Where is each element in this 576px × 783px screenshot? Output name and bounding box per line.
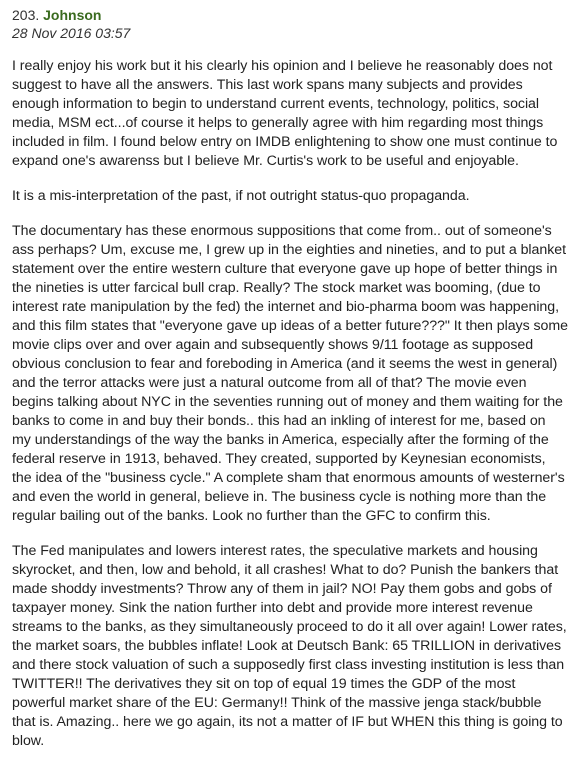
comment-paragraph: It is a mis-interpretation of the past, if not outright status-quo propaganda. xyxy=(12,188,470,204)
comment-author-link[interactable]: Johnson xyxy=(43,7,102,23)
comment-paragraph: The Fed manipulates and lowers interest rates, the speculative markets and housing skyrocket, and then, low and behold, it all crashes! What to do? Punish the bankers that made shoddy investments? Throw any of them in jail? NO! Pay them gobs and gobs of taxpayer money. Sink the nation further into debt and provide more interest revenue streams to the banks, as they simultaneously proceed to do it all over again! Lower rates, the market soars, the bubbles inflate! Look at Deutsch Bank: 65 TRILLION in derivatives and there stock valuation of such a supposedly first class investing institution is less than TWITTER!! The derivatives they sit on top of equal 19 times the GDP of the most powerful market share of the EU: Germany!! Think of the massive jenga stack/bubble that is. Amazing.. here we go again, its not a matter of IF but WHEN this thing is going to blow. xyxy=(12,543,567,749)
comment-header xyxy=(12,6,568,24)
comment-number: 203. xyxy=(12,7,40,23)
comment-body xyxy=(12,57,568,751)
comment-paragraph: The documentary has these enormous suppositions that come from.. out of someone's ass perhaps? Um, excuse me, I grew up in the eighties and nineties, and to put a blanket statement over the entire western culture that everyone gave up hope of better things in the nineties is utter farcical bull crap. Really? The stock market was booming, (due to interest rate manipulation by the fed) the internet and bio-pharma boom was happening, and this film states that "everyone gave up ideas of a better future???" It then plays some movie clips over and over again and subsequently shows 9/11 footage as supposed obvious conclusion to fear and foreboding in America (and it seems the west in general) and the terror attacks were just a natural outcome from all of that? The movie even begins talking about NYC in the seventies running out of money and them waiting for the banks to come in and buy their bonds.. this had an inkling of interest for me, based on my understandings of the way the banks in America, especially after the forming of the federal reserve in 1913, behaved. They created, supported by Keynesian economists, the idea of the "business cycle." A complete sham that enormous amounts of westerner's and even the world in general, believe in. The business cycle is nothing more than the regular bailing out of the banks. Look no further than the GFC to confirm this. xyxy=(12,223,569,524)
comment-paragraph: I really enjoy his work but it his clearly his opinion and I believe he reasonably does not suggest to have all the answers. This last work spans many subjects and provides enough information to begin to understand current events, technology, politics, social media, MSM ect...of course it helps to generally agree with him regarding most things included in film. I found below entry on IMDB enlightening to show one must continue to expand one's awarenss but I believe Mr. Curtis's work to be useful and enjoyable. xyxy=(12,58,558,169)
comment-date: 28 Nov 2016 03:57 xyxy=(12,25,131,41)
